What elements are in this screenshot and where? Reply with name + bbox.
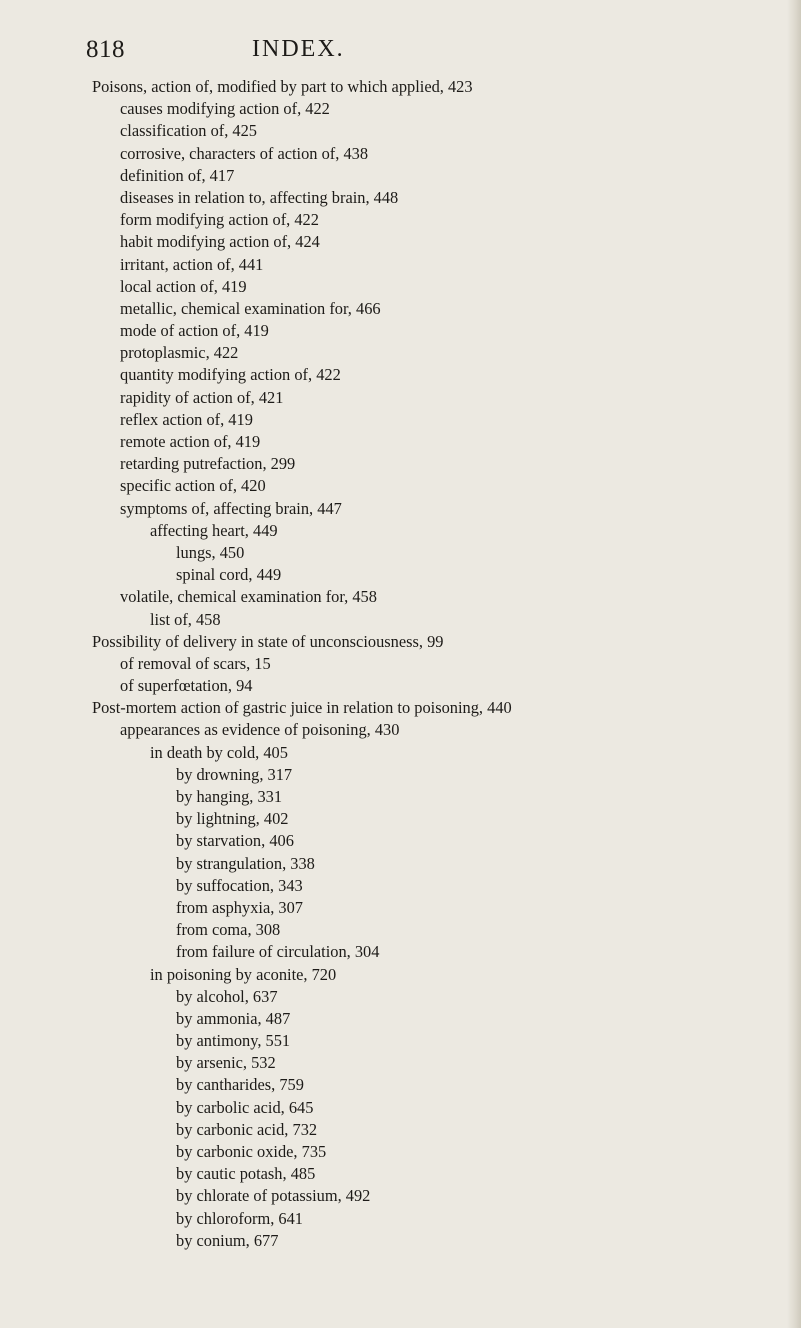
index-entries — [0, 76, 801, 1252]
index-entry: list of, 458 — [150, 609, 221, 629]
index-entry: by carbonic oxide, 735 — [176, 1142, 327, 1161]
index-entry: remote action of, 419 — [120, 432, 261, 451]
index-entry: specific action of, 420 — [120, 476, 266, 496]
index-entry: Poisons, action of, modified by part to which applied, 423 — [92, 77, 473, 96]
index-entry: mode of action of, 419 — [120, 321, 269, 341]
index-entry: by hanging, 331 — [176, 787, 283, 806]
index-entry: of superfœtation, 94 — [120, 676, 253, 696]
index-entry: by arsenic, 532 — [176, 1053, 276, 1073]
index-entry: by lightning, 402 — [176, 809, 289, 829]
index-entry: irritant, action of, 441 — [120, 254, 264, 274]
index-entry: from failure of circulation, 304 — [176, 942, 380, 962]
index-entry: by carbolic acid, 645 — [176, 1097, 314, 1117]
index-entry: by strangulation, 338 — [176, 853, 315, 873]
index-entry: by antimony, 551 — [176, 1031, 291, 1051]
index-entry: by chlorate of potassium, 492 — [176, 1186, 371, 1206]
index-entry: diseases in relation to, affecting brain, 448 — [120, 187, 399, 207]
index-entry: causes modifying action of, 422 — [120, 99, 330, 119]
index-entry: definition of, 417 — [120, 165, 235, 185]
index-entry: by conium, 677 — [176, 1230, 279, 1250]
index-entry: by alcohol, 637 — [176, 986, 278, 1006]
index-entry: Possibility of delivery in state of unconsciousness, 99 — [92, 631, 444, 651]
index-entry: symptoms of, affecting brain, 447 — [120, 498, 342, 518]
index-entry: by carbonic acid, 732 — [176, 1119, 318, 1139]
running-head: INDEX. — [252, 36, 345, 62]
index-entry: by drowning, 317 — [176, 764, 293, 784]
index-entry: affecting heart, 449 — [150, 520, 278, 540]
index-entry: retarding putrefaction, 299 — [120, 454, 296, 474]
index-entry: by chloroform, 641 — [176, 1208, 304, 1228]
index-entry: appearances as evidence of poisoning, 430 — [120, 720, 400, 740]
index-entry: by cantharides, 759 — [176, 1075, 304, 1095]
index-entry: quantity modifying action of, 422 — [120, 365, 341, 385]
index-entry: by cautic potash, 485 — [176, 1164, 316, 1184]
index-entry: reflex action of, 419 — [120, 409, 253, 429]
index-entry: lungs, 450 — [176, 542, 245, 562]
index-entry: rapidity of action of, 421 — [120, 387, 284, 407]
index-entry: of removal of scars, 15 — [120, 653, 271, 673]
index-entry: classification of, 425 — [120, 121, 258, 141]
index-entry: corrosive, characters of action of, 438 — [120, 143, 369, 163]
index-entry: from asphyxia, 307 — [176, 897, 304, 917]
index-entry: local action of, 419 — [120, 276, 247, 296]
index-entry: in death by cold, 405 — [150, 742, 288, 762]
page-number: 818 — [86, 36, 125, 63]
index-entry: habit modifying action of, 424 — [120, 232, 320, 252]
index-entry: by ammonia, 487 — [176, 1008, 291, 1028]
page-header — [86, 36, 486, 66]
index-entry: by starvation, 406 — [176, 831, 294, 851]
index-entry: form modifying action of, 422 — [120, 210, 319, 230]
index-entry: metallic, chemical examination for, 466 — [120, 298, 381, 318]
index-entry: by suffocation, 343 — [176, 875, 303, 895]
index-entry: volatile, chemical examination for, 458 — [120, 587, 377, 607]
index-entry: Post-mortem action of gastric juice in relation to poisoning, 440 — [92, 698, 512, 718]
index-entry: from coma, 308 — [176, 920, 281, 940]
index-entry: spinal cord, 449 — [176, 565, 282, 585]
index-entry: protoplasmic, 422 — [120, 343, 239, 363]
index-entry: in poisoning by aconite, 720 — [150, 964, 337, 984]
